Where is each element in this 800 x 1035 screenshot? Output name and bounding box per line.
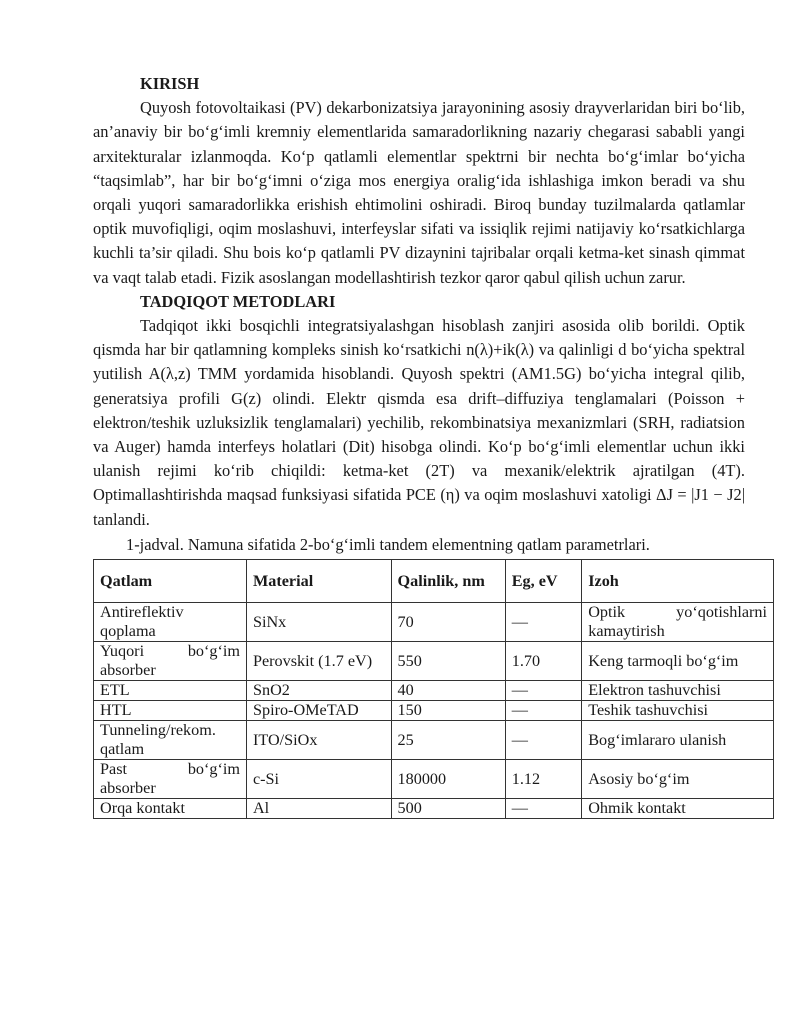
table-cell: 180000 <box>391 760 505 799</box>
table-cell: — <box>505 681 581 701</box>
table-cell: Antireflektiv qoplama <box>94 603 247 642</box>
table-cell: Orqa kontakt <box>94 799 247 819</box>
table-cell: — <box>505 701 581 721</box>
table-cell: 500 <box>391 799 505 819</box>
table-cell: SnO2 <box>246 681 391 701</box>
table-cell: 150 <box>391 701 505 721</box>
table-cell: Perovskit (1.7 eV) <box>246 642 391 681</box>
table-cell: — <box>505 721 581 760</box>
layer-parameters-table <box>93 559 774 819</box>
methods-heading: TADQIQOT METODLARI <box>140 291 336 311</box>
table-cell: 550 <box>391 642 505 681</box>
table-cell: Spiro-OMeTAD <box>246 701 391 721</box>
table-row <box>94 799 774 819</box>
table-row <box>94 603 774 642</box>
table-row <box>94 760 774 799</box>
table-cell: 25 <box>391 721 505 760</box>
table-cell: Teshik tashuvchisi <box>582 701 774 721</box>
table-row <box>94 701 774 721</box>
table-cell: SiNx <box>246 603 391 642</box>
table-cell: Optik yoʻqotishlarni kamaytirish <box>582 603 774 642</box>
intro-heading: KIRISH <box>140 74 200 93</box>
table-cell: Yuqori boʻgʻim absorber <box>94 642 247 681</box>
table-cell: HTL <box>94 701 247 721</box>
header-cell: Izoh <box>582 560 774 603</box>
table-cell: Bogʻimlararo ulanish <box>582 721 774 760</box>
table-cell: 1.12 <box>505 760 581 799</box>
table-cell: 40 <box>391 681 505 701</box>
table-cell: — <box>505 603 581 642</box>
table-cell: Asosiy boʻgʻim <box>582 760 774 799</box>
methods-paragraph: Tadqiqot ikki bosqichli integratsiyalashgan hisoblash zanjiri asosida olib borildi. Optik qismda har bir qatlamning kompleks sinish koʻrsatkichi n(λ)+ik(λ) va qalinligi d boʻyicha spektral yutilish A(λ,z) TMM yordamida hisoblandi. Quyosh spektri (AM1.5G) boʻyicha integral qilib, generatsiya profili G(z) olindi. Elektr qismda esa drift–diffuziya tenglamalari (Poisson + elektron/teshik uzluksizlik tenglamalari) yechilib, rekombinatsiya mexanizmlari (SRH, radiatsion va Auger) hamda interfeys holatlari (Dit) hisobga olindi. Koʻp boʻgʻimli elementlar uchun ikki ulanish rejimi koʻrib chiqildi: ketma-ket (2T) va mexanik/elektrik ajratilgan (4T). Optimallashtirishda maqsad funksiyasi sifatida PCE (η) va oqim moslashuvi xatoligi ΔJ = |J1 − J2| tanlandi. <box>93 316 745 529</box>
table-cell: Al <box>246 799 391 819</box>
table-row <box>94 681 774 701</box>
table-cell: — <box>505 799 581 819</box>
table-caption: 1-jadval. Namuna sifatida 2-boʻgʻimli tandem elementning qatlam parametrlari. <box>126 534 650 554</box>
table-row <box>94 642 774 681</box>
table-header-row <box>94 560 774 603</box>
header-cell: Qatlam <box>94 560 247 603</box>
table-cell: 1.70 <box>505 642 581 681</box>
table-cell: ETL <box>94 681 247 701</box>
header-cell: Qalinlik, nm <box>391 560 505 603</box>
table-cell: Ohmik kontakt <box>582 799 774 819</box>
table-cell: 70 <box>391 603 505 642</box>
table-row <box>94 721 774 760</box>
table-cell: Keng tarmoqli boʻgʻim <box>582 642 774 681</box>
table-cell: ITO/SiOx <box>246 721 391 760</box>
intro-paragraph: Quyosh fotovoltaikasi (PV) dekarbonizatsiya jarayonining asosiy drayverlaridan biri boʻlib, an’anaviy bir boʻgʻimli kremniy elementlarida samaradorlikning nazariy chegarasi sababli yangi arxitekturalar izlanmoqda. Koʻp qatlamli elementlar spektrni bir nechta boʻgʻimlar boʻyicha “taqsimlab”, har bir boʻgʻimni oʻziga mos energiya oraligʻida ishlashiga imkon beradi va shu orqali yuqori samaradorlikka erishish ehtimolini oshiradi. Biroq bunday tuzilmalarda qatlamlar optik muvofiqligi, oqim moslashuvi, interfeyslar sifati va issiqlik rejimi natijaviy koʻrsatkichlarga kuchli ta’sir qiladi. Shu bois koʻp qatlamli PV dizaynini tajribalar orqali ketma-ket sinash qimmat va vaqt talab etadi. Fizik asoslangan modellashtirish tezkor qaror qabul qilish uchun zarur. <box>93 98 745 287</box>
header-cell: Material <box>246 560 391 603</box>
table-cell: c-Si <box>246 760 391 799</box>
table-cell: Tunneling/rekom. qatlam <box>94 721 247 760</box>
table-cell: Past boʻgʻim absorber <box>94 760 247 799</box>
table-cell: Elektron tashuvchisi <box>582 681 774 701</box>
header-cell: Eg, eV <box>505 560 581 603</box>
document-body <box>93 72 767 819</box>
